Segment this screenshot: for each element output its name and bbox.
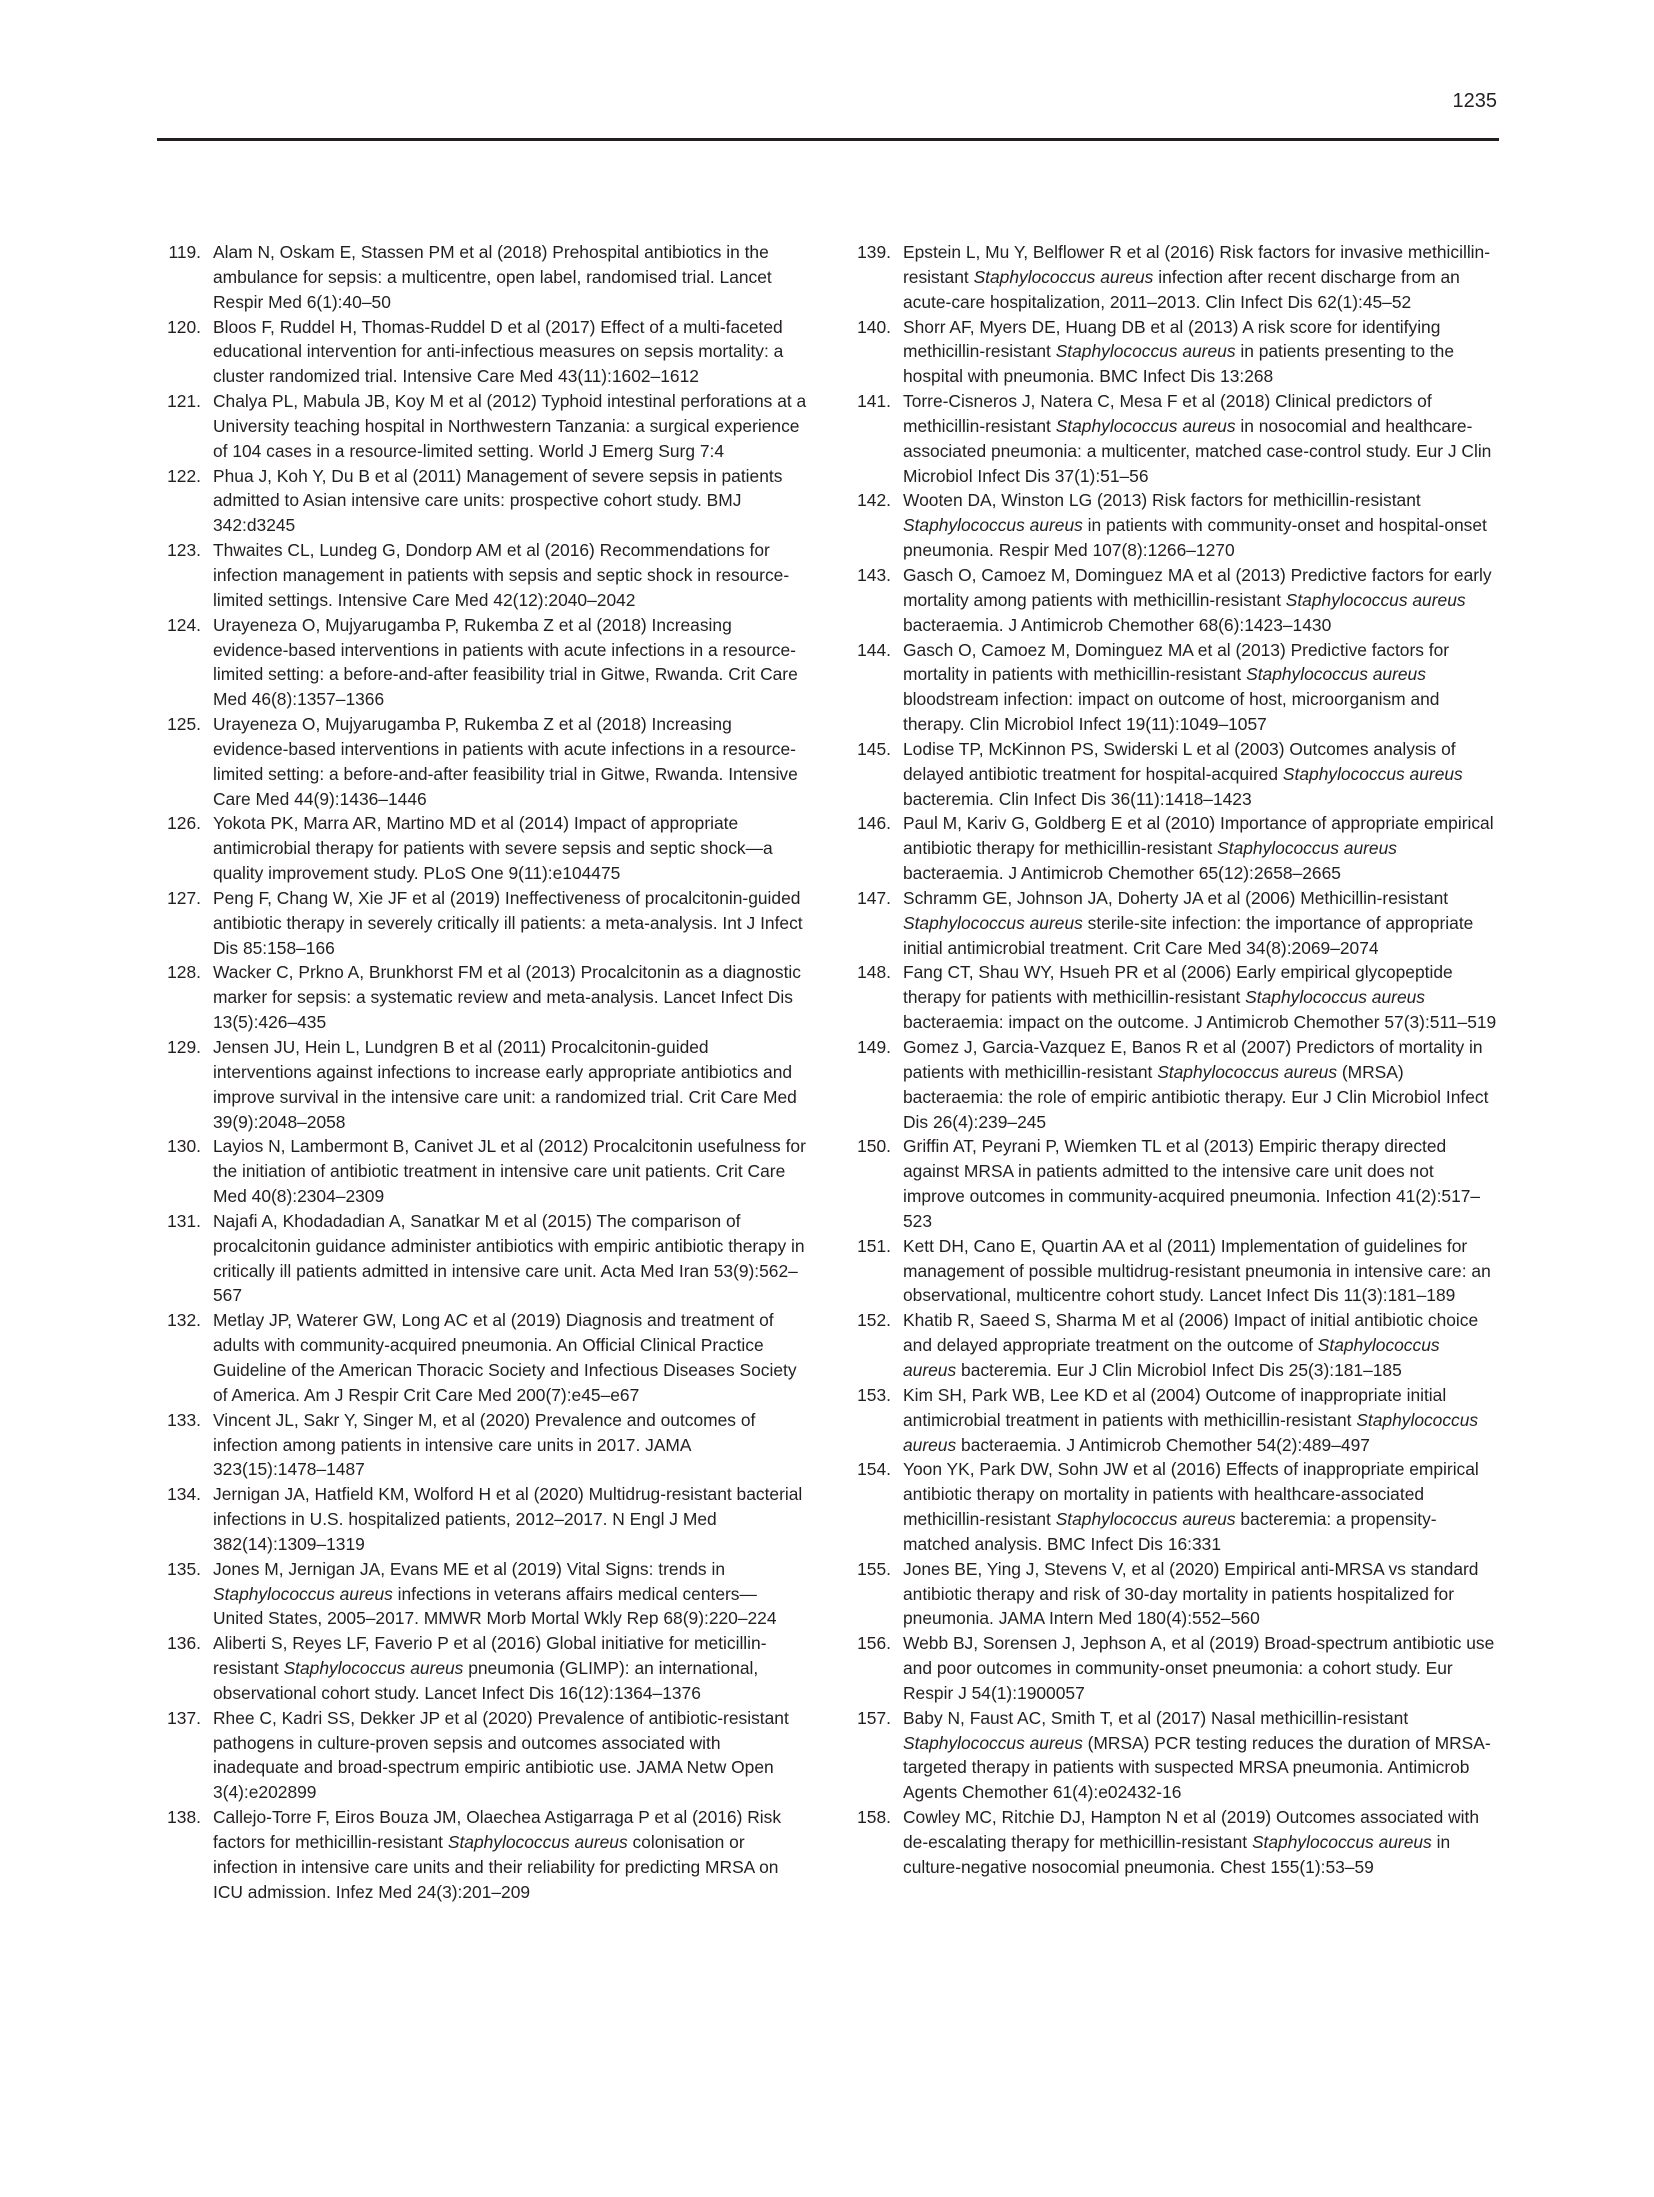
reference-number: 127. [167,887,201,908]
reference-item [847,1557,1497,1632]
reference-item [157,613,807,712]
reference-text: Urayeneza O, Mujyarugamba P, Rukemba Z et al (2018) Increasing evidence-based interventions in patients with acute infections in a resource-limited setting: a before-and-after feasibility trial in Gitwe, Rwanda. Intensive Care Med 44(9):1436–1446 [213,714,798,809]
reference-number: 137. [167,1707,201,1728]
reference-text: Kett DH, Cano E, Quartin AA et al (2011) Implementation of guidelines for management of possible multidrug-resistant pneumonia in intensive care: an observational, multicentre cohort study. Lancet Infect Dis 11(3):181–189 [903,1235,1491,1306]
reference-item [847,1631,1497,1706]
reference-item [157,1631,807,1706]
reference-number: 129. [167,1037,201,1057]
reference-item [847,1234,1497,1309]
reference-item [847,811,1497,886]
reference-number: 152. [857,1310,891,1331]
reference-text: Jernigan JA, Hatfield KM, Wolford H et al (2020) Multidrug-resistant bacterial infections in U.S. hospitalized patients, 2012–2017. N Engl J Med 382(14):1309–1319 [213,1484,803,1554]
reference-item [847,1457,1497,1556]
reference-text: Alam N, Oskam E, Stassen PM et al (2018) Prehospital antibiotics in the ambulance for sepsis: a multicentre, open label, randomised trial. Lancet Respir Med 6(1):40–50 [213,242,772,312]
reference-number: 139. [857,242,891,262]
reference-number: 156. [857,1633,891,1654]
reference-number: 158. [857,1807,891,1828]
reference-text: Chalya PL, Mabula JB, Koy M et al (2012) Typhoid intestinal perforations at a University teaching hospital in Northwestern Tanzania: a surgical experience of 104 cases in a resource-limited setting. World J Emerg Surg 7:4 [213,391,807,461]
reference-number: 126. [167,813,201,834]
reference-item [157,464,807,539]
reference-text: Gasch O, Camoez M, Dominguez MA et al (2013) Predictive factors for early mortality among patients with methicillin-resistant Staphylococcus aureus bacteraemia. J Antimicrob Chemother 68(6):1423–1430 [903,564,1492,635]
reference-item [847,389,1497,488]
reference-number: 149. [857,1037,891,1057]
reference-text: Kim SH, Park WB, Lee KD et al (2004) Outcome of inappropriate initial antimicrobial treatment in patients with methicillin-resistant Staphylococcus aureus bacteraemia. J Antimicrob Chemother 54(2):489–497 [903,1384,1479,1455]
reference-item [157,960,807,1035]
reference-text: Gomez J, Garcia-Vazquez E, Banos R et al (2007) Predictors of mortality in patients with methicillin-resistant Staphylococcus aureus (MRSA) bacteraemia: the role of empiric antibiotic therapy. Eur J Clin Microbiol Infect Dis 26(4):239–245 [903,1037,1489,1132]
reference-number: 122. [167,465,201,486]
reference-number: 146. [857,813,891,834]
reference-number: 125. [167,714,201,735]
reference-number: 153. [857,1384,891,1405]
reference-number: 140. [857,316,891,337]
reference-number: 155. [857,1558,891,1579]
reference-item [157,811,807,886]
reference-item [157,315,807,390]
reference-number: 150. [857,1136,891,1157]
reference-text: Lodise TP, McKinnon PS, Swiderski L et al (2003) Outcomes analysis of delayed antibiotic treatment for hospital-acquired Staphylococcus aureus bacteremia. Clin Infect Dis 36(11):1418–1423 [903,738,1463,809]
reference-number: 133. [167,1409,201,1430]
reference-number: 123. [167,540,201,561]
reference-number: 145. [857,738,891,759]
reference-number: 141. [857,391,891,412]
reference-item [157,1805,807,1904]
reference-item [847,563,1497,638]
reference-item [157,240,807,315]
reference-number: 151. [857,1235,891,1256]
reference-item [847,886,1497,961]
reference-item [157,1209,807,1308]
reference-number: 134. [167,1484,201,1505]
reference-text: Gasch O, Camoez M, Dominguez MA et al (2013) Predictive factors for mortality in patients with methicillin-resistant Staphylococcus aureus bloodstream infection: impact on outcome of host, microorganism and therapy. Clin Microbiol Infect 19(11):1049–1057 [903,639,1450,735]
reference-text: Torre-Cisneros J, Natera C, Mesa F et al (2018) Clinical predictors of methicillin-resistant Staphylococcus aureus in nosocomial and healthcare-associated pneumonia: a multicenter, matched case-control study. Eur J Clin Microbiol Infect Dis 37(1):51–56 [903,391,1492,486]
reference-number: 154. [857,1459,891,1480]
reference-number: 130. [167,1136,201,1157]
reference-text: Yokota PK, Marra AR, Martino MD et al (2014) Impact of appropriate antimicrobial therapy for patients with severe sepsis and septic shock—a quality improvement study. PLoS One 9(11):e104475 [213,813,773,884]
reference-item [847,1383,1497,1458]
reference-item [847,1308,1497,1383]
reference-item [847,240,1497,315]
reference-number: 147. [857,887,891,908]
reference-item [157,1308,807,1407]
reference-text: Griffin AT, Peyrani P, Wiemken TL et al (2013) Empiric therapy directed against MRSA in patients admitted to the intensive care unit does not improve outcomes in community-acquired pneumonia. Infection 41(2):517–523 [903,1136,1481,1231]
reference-number: 144. [857,639,891,660]
reference-item [157,1557,807,1632]
reference-item [157,1408,807,1483]
reference-list-left [157,240,807,1905]
reference-number: 138. [167,1807,201,1828]
reference-text: Wooten DA, Winston LG (2013) Risk factors for methicillin-resistant Staphylococcus aureus in patients with community-onset and hospital-onset pneumonia. Respir Med 107(8):1266–1270 [903,490,1487,561]
reference-text: Fang CT, Shau WY, Hsueh PR et al (2006) Early empirical glycopeptide therapy for patients with methicillin-resistant Staphylococcus aureus bacteraemia: impact on the outcome. J Antimicrob Chemother 57(3):511–519 [903,962,1497,1033]
reference-item [847,488,1497,563]
reference-number: 124. [167,614,201,635]
reference-text: Vincent JL, Sakr Y, Singer M, et al (2020) Prevalence and outcomes of infection among patients in intensive care units in 2017. JAMA 323(15):1478–1487 [213,1409,756,1480]
reference-number: 157. [857,1707,891,1728]
reference-text: Callejo-Torre F, Eiros Bouza JM, Olaechea Astigarraga P et al (2016) Risk factors for methicillin-resistant Staphylococcus aureus colonisation or infection in intensive care units and their reliability for predicting MRSA on ICU admission. Infez Med 24(3):201–209 [213,1807,782,1902]
reference-item [157,1482,807,1557]
reference-item [157,538,807,613]
reference-text: Jensen JU, Hein L, Lundgren B et al (2011) Procalcitonin-guided interventions against infections to increase early appropriate antibiotics and improve survival in the intensive care unit: a randomized trial. Crit Care Med 39(9):2048–2058 [213,1037,797,1132]
reference-text: Yoon YK, Park DW, Sohn JW et al (2016) Effects of inappropriate empirical antibiotic therapy on mortality in patients with healthcare-associated methicillin-resistant Staphylococcus aureus bacteremia: a propensity-matched analysis. BMC Infect Dis 16:331 [903,1459,1479,1554]
reference-item [847,315,1497,390]
reference-text: Khatib R, Saeed S, Sharma M et al (2006) Impact of initial antibiotic choice and delayed appropriate treatment on the outcome of Staphylococcus aureus bacteremia. Eur J Clin Microbiol Infect Dis 25(3):181–185 [903,1310,1479,1380]
reference-item [157,1706,807,1805]
reference-item [157,1035,807,1134]
reference-item [157,1134,807,1209]
reference-text: Shorr AF, Myers DE, Huang DB et al (2013) A risk score for identifying methicillin-resistant Staphylococcus aureus in patients presenting to the hospital with pneumonia. BMC Infect Dis 13:268 [903,316,1455,387]
reference-text: Najafi A, Khodadadian A, Sanatkar M et al (2015) The comparison of procalcitonin guidance administer antibiotics with empiric antibiotic therapy in critically ill patients admitted in intensive care unit. Acta Med Iran 53(9):562–567 [213,1210,805,1306]
reference-item [847,737,1497,812]
reference-number: 121. [167,391,201,412]
reference-number: 128. [167,962,201,983]
reference-text: Jones M, Jernigan JA, Evans ME et al (2019) Vital Signs: trends in Staphylococcus aureus infections in veterans affairs medical centers—United States, 2005–2017. MMWR Morb Mortal Wkly Rep 68(9):220–224 [213,1558,777,1629]
reference-item [847,1134,1497,1233]
reference-number: 148. [857,962,891,983]
reference-list-right [847,240,1497,1880]
reference-number: 120. [167,316,201,337]
reference-text: Jones BE, Ying J, Stevens V, et al (2020) Empirical anti-MRSA vs standard antibiotic therapy and risk of 30-day mortality in patients hospitalized for pneumonia. JAMA Intern Med 180(4):552–560 [903,1558,1479,1629]
reference-text: Metlay JP, Waterer GW, Long AC et al (2019) Diagnosis and treatment of adults with community-acquired pneumonia. An Official Clinical Practice Guideline of the American Thoracic Society and Infectious Diseases Society of America. Am J Respir Crit Care Med 200(7):e45–e67 [213,1310,797,1405]
page-number: 1235 [1452,90,1497,112]
reference-number: 135. [167,1558,201,1579]
reference-text: Thwaites CL, Lundeg G, Dondorp AM et al (2016) Recommendations for infection management in patients with sepsis and septic shock in resource-limited settings. Intensive Care Med 42(12):2040–2042 [213,540,790,610]
reference-text: Peng F, Chang W, Xie JF et al (2019) Ineffectiveness of procalcitonin-guided antibiotic therapy in severely critically ill patients: a meta-analysis. Int J Infect Dis 85:158–166 [213,887,803,958]
reference-text: Webb BJ, Sorensen J, Jephson A, et al (2019) Broad-spectrum antibiotic use and poor outcomes in community-onset pneumonia: a cohort study. Eur Respir J 54(1):1900057 [903,1633,1495,1703]
header-rule [157,138,1499,141]
reference-text: Urayeneza O, Mujyarugamba P, Rukemba Z et al (2018) Increasing evidence-based interventions in patients with acute infections in a resource-limited setting: a before-and-after feasibility trial in Gitwe, Rwanda. Crit Care Med 46(8):1357–1366 [213,614,798,710]
reference-item [157,886,807,961]
reference-number: 119. [168,242,201,262]
reference-number: 143. [857,564,891,585]
reference-text: Epstein L, Mu Y, Belflower R et al (2016) Risk factors for invasive methicillin-resistant Staphylococcus aureus infection after recent discharge from an acute-care hospitalization, 2011–2013. Clin Infect Dis 62(1):45–52 [903,242,1491,312]
reference-text: Wacker C, Prkno A, Brunkhorst FM et al (2013) Procalcitonin as a diagnostic marker for sepsis: a systematic review and meta-analysis. Lancet Infect Dis 13(5):426–435 [213,962,801,1033]
reference-item [847,1805,1497,1880]
reference-text: Baby N, Faust AC, Smith T, et al (2017) Nasal methicillin-resistant Staphylococcus aureus (MRSA) PCR testing reduces the duration of MRSA-targeted therapy in patients with suspected MRSA pneumonia. Antimicrob Agents Chemother 61(4):e02432-16 [903,1707,1491,1803]
reference-item [847,960,1497,1035]
reference-item [847,1706,1497,1805]
reference-number: 136. [167,1633,201,1654]
reference-text: Paul M, Kariv G, Goldberg E et al (2010) Importance of appropriate empirical antibiotic therapy for methicillin-resistant Staphylococcus aureus bacteraemia. J Antimicrob Chemother 65(12):2658–2665 [903,813,1494,884]
reference-item [157,712,807,811]
reference-number: 132. [167,1310,201,1331]
reference-text: Rhee C, Kadri SS, Dekker JP et al (2020) Prevalence of antibiotic-resistant pathogens in culture-proven sepsis and outcomes associated with inadequate and broad-spectrum empiric antibiotic use. JAMA Netw Open 3(4):e202899 [213,1707,789,1803]
reference-text: Bloos F, Ruddel H, Thomas-Ruddel D et al (2017) Effect of a multi-faceted educational intervention for anti-infectious measures on sepsis mortality: a cluster randomized trial. Intensive Care Med 43(11):1602–1612 [213,316,784,387]
reference-number: 131. [167,1210,201,1231]
reference-number: 142. [857,490,891,511]
reference-text: Phua J, Koh Y, Du B et al (2011) Management of severe sepsis in patients admitted to Asian intensive care units: prospective cohort study. BMJ 342:d3245 [213,465,783,536]
reference-text: Cowley MC, Ritchie DJ, Hampton N et al (2019) Outcomes associated with de-escalating therapy for methicillin-resistant Staphylococcus aureus in culture-negative nosocomial pneumonia. Chest 155(1):53–59 [903,1807,1480,1877]
reference-item [847,638,1497,737]
reference-item [157,389,807,464]
reference-text: Layios N, Lambermont B, Canivet JL et al (2012) Procalcitonin usefulness for the initiation of antibiotic treatment in intensive care unit patients. Crit Care Med 40(8):2304–2309 [213,1136,806,1207]
reference-item [847,1035,1497,1134]
reference-text: Schramm GE, Johnson JA, Doherty JA et al (2006) Methicillin-resistant Staphylococcus aureus sterile-site infection: the importance of appropriate initial antimicrobial treatment. Crit Care Med 34(8):2069–2074 [903,887,1474,958]
reference-text: Aliberti S, Reyes LF, Faverio P et al (2016) Global initiative for meticillin-resistant Staphylococcus aureus pneumonia (GLIMP): an international, observational cohort study. Lancet Infect Dis 16(12):1364–1376 [213,1633,767,1703]
